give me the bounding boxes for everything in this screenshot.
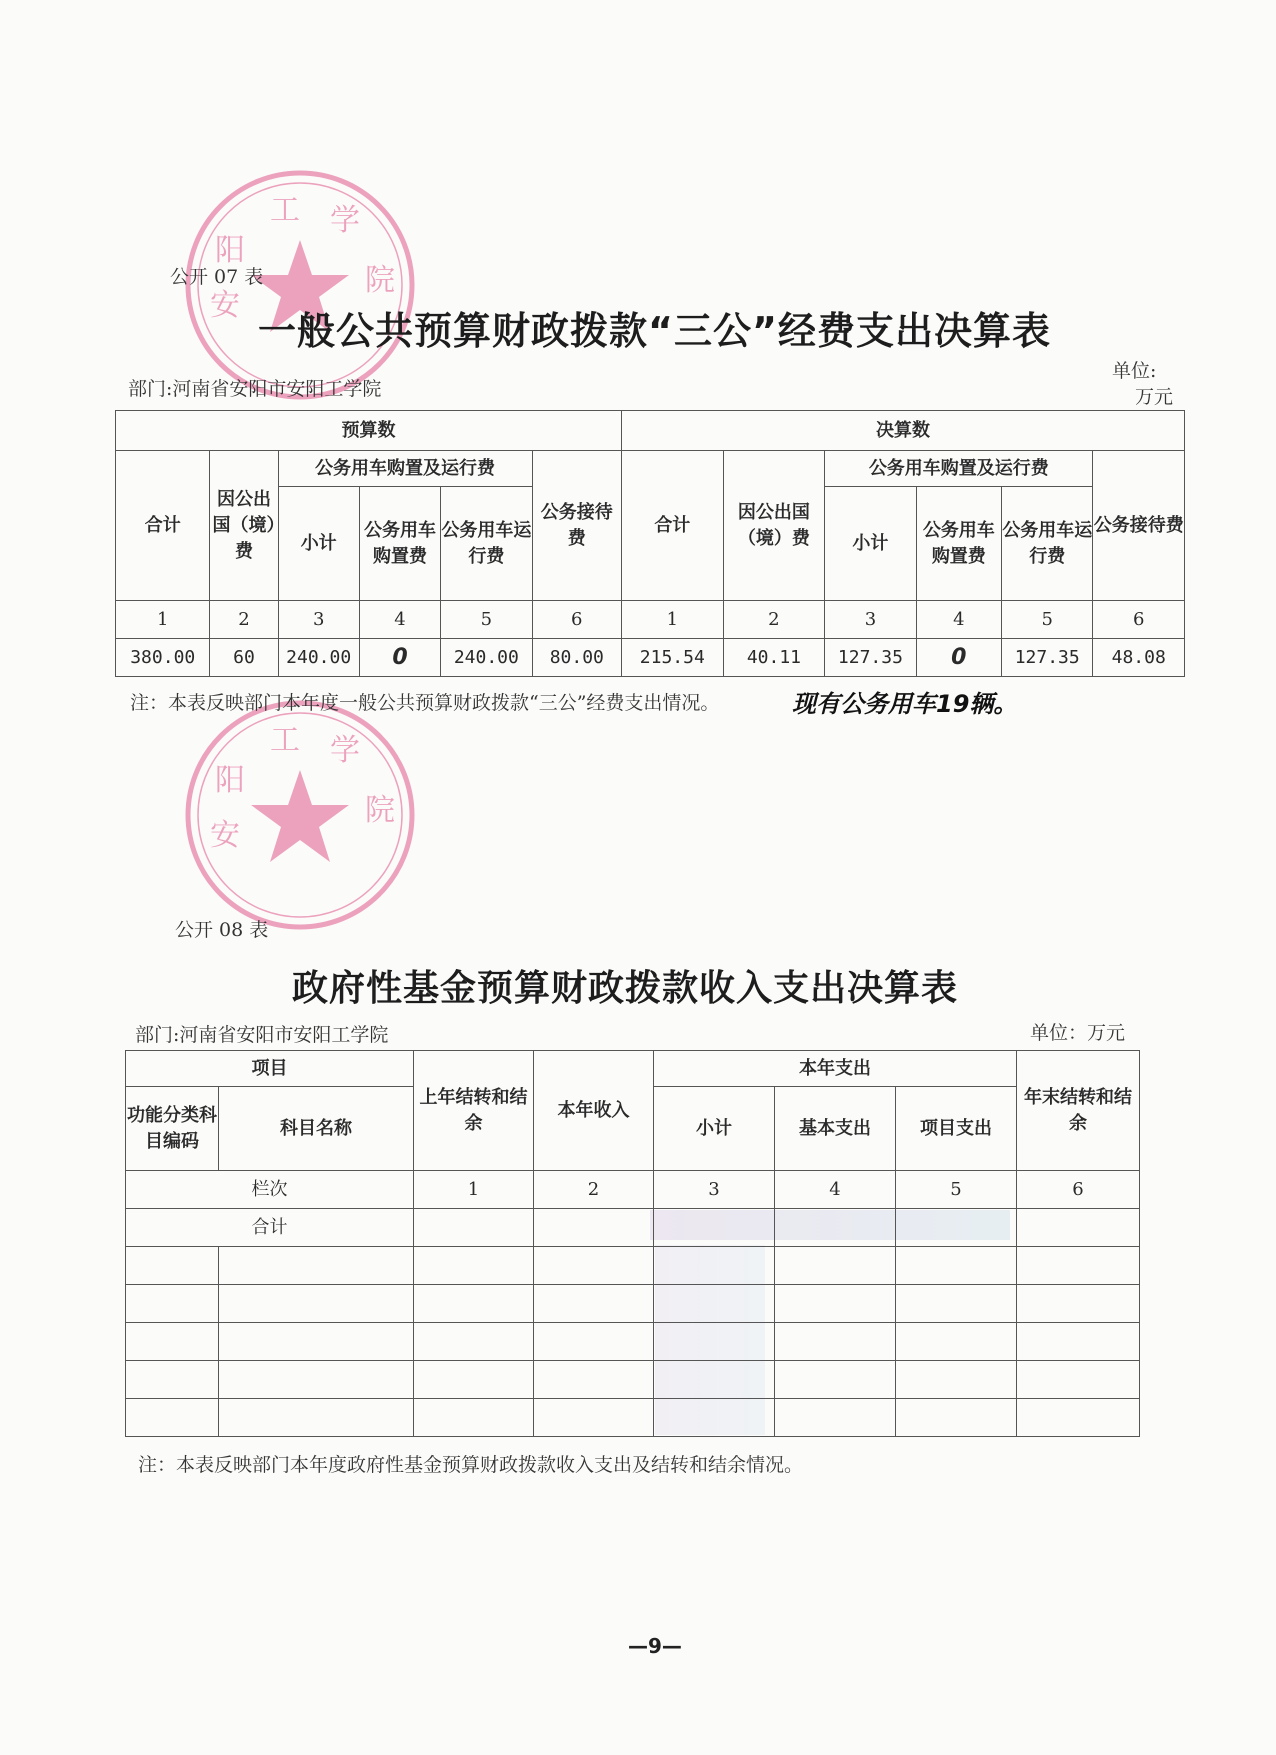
- total-header: 合计: [116, 451, 210, 601]
- table-code: 公开 08 表: [175, 919, 269, 941]
- svg-text:阳: 阳: [215, 233, 245, 268]
- column-number: 5: [896, 1171, 1017, 1209]
- page-number: —9—: [628, 1634, 682, 1658]
- car-group-header: 公务用车购置及运行费: [278, 451, 532, 487]
- svg-text:工: 工: [270, 723, 300, 758]
- value-cell: 48.08: [1093, 639, 1185, 677]
- total-row-label: 合计: [126, 1209, 414, 1247]
- car-operation-header: 公务用车运行费: [1001, 487, 1092, 601]
- item-header: 项目: [126, 1051, 414, 1087]
- car-purchase-header: 公务用车购置费: [359, 487, 440, 601]
- page-title: 政府性基金预算财政拨款收入支出决算表: [292, 968, 959, 1009]
- value-cell: 380.00: [116, 639, 210, 677]
- column-number: 1: [622, 601, 724, 639]
- unit-value: 万元: [1135, 386, 1174, 408]
- fund-table: [125, 1050, 1140, 1437]
- value-cell: 127.35: [1001, 639, 1092, 677]
- column-number: 6: [1017, 1171, 1140, 1209]
- car-operation-header: 公务用车运行费: [441, 487, 532, 601]
- table-cell: [414, 1209, 534, 1247]
- value-cell: 0: [916, 639, 1001, 677]
- project-expense-header: 项目支出: [896, 1087, 1017, 1171]
- abroad-header: 因公出国（境）费: [723, 451, 825, 601]
- svg-text:学: 学: [330, 733, 360, 768]
- value-cell: 240.00: [441, 639, 532, 677]
- svg-text:安: 安: [210, 818, 240, 853]
- column-number: 1: [116, 601, 210, 639]
- handwritten-note: 现有公务用车19辆。: [792, 690, 1018, 718]
- value-cell: 80.00: [532, 639, 621, 677]
- prev-balance-header: 上年结转和结余: [414, 1051, 534, 1171]
- table-cell: [534, 1209, 654, 1247]
- car-purchase-header: 公务用车购置费: [916, 487, 1001, 601]
- expense-header: 本年支出: [654, 1051, 1017, 1087]
- column-number: 4: [916, 601, 1001, 639]
- unit-label: 单位：万元: [1030, 1022, 1126, 1044]
- value-cell: 0: [359, 639, 440, 677]
- table-code: 公开 07 表: [170, 266, 264, 288]
- subject-name-header: 科目名称: [219, 1087, 414, 1171]
- value-cell: 240.00: [278, 639, 359, 677]
- end-balance-header: 年末结转和结余: [1017, 1051, 1140, 1171]
- seal-icon: [175, 690, 425, 940]
- column-number: 1: [414, 1171, 534, 1209]
- svg-text:安: 安: [210, 288, 240, 323]
- column-number: 6: [1093, 601, 1185, 639]
- svg-text:院: 院: [365, 263, 395, 298]
- department-label: 部门:河南省安阳市安阳工学院: [135, 1024, 389, 1046]
- row-index-label: 栏次: [126, 1171, 414, 1209]
- car-group-header: 公务用车购置及运行费: [825, 451, 1093, 487]
- table-cell: [1017, 1209, 1140, 1247]
- column-number: 3: [278, 601, 359, 639]
- value-cell: 40.11: [723, 639, 825, 677]
- column-number: 6: [532, 601, 621, 639]
- final-header: 决算数: [622, 411, 1185, 451]
- basic-expense-header: 基本支出: [775, 1087, 896, 1171]
- column-number: 2: [534, 1171, 654, 1209]
- subtotal-header: 小计: [825, 487, 916, 601]
- department-label: 部门:河南省安阳市安阳工学院: [128, 378, 382, 400]
- table-row: [126, 1399, 1140, 1437]
- column-number: 5: [441, 601, 532, 639]
- column-number: 5: [1001, 601, 1092, 639]
- column-number: 2: [210, 601, 278, 639]
- value-cell: 60: [210, 639, 278, 677]
- subtotal-header: 小计: [654, 1087, 775, 1171]
- abroad-header: 因公出国（境）费: [210, 451, 278, 601]
- column-number: 4: [775, 1171, 896, 1209]
- svg-text:学: 学: [330, 203, 360, 238]
- svg-text:院: 院: [365, 793, 395, 828]
- svg-text:阳: 阳: [215, 763, 245, 798]
- column-number: 2: [723, 601, 825, 639]
- column-number: 3: [654, 1171, 775, 1209]
- value-cell: 127.35: [825, 639, 916, 677]
- table-cell: [775, 1209, 896, 1247]
- total-header: 合计: [622, 451, 724, 601]
- column-number: 4: [359, 601, 440, 639]
- func-code-header: 功能分类科目编码: [126, 1087, 219, 1171]
- table-row: [126, 1285, 1140, 1323]
- page-title: 一般公共预算财政拨款“三公”经费支出决算表: [258, 309, 1051, 353]
- table-row: [126, 1361, 1140, 1399]
- value-cell: 215.54: [622, 639, 724, 677]
- table-row: [126, 1247, 1140, 1285]
- table-row: [126, 1323, 1140, 1361]
- unit-label: 单位:: [1112, 360, 1157, 382]
- reception-header: 公务接待费: [532, 451, 621, 601]
- svg-text:工: 工: [270, 193, 300, 228]
- reception-header: 公务接待费: [1093, 451, 1185, 601]
- table-cell: [896, 1209, 1017, 1247]
- budget-header: 预算数: [116, 411, 622, 451]
- column-number: 3: [825, 601, 916, 639]
- sangong-table: [115, 410, 1185, 677]
- table-note: 注：本表反映部门本年度政府性基金预算财政拨款收入支出及结转和结余情况。: [138, 1454, 804, 1476]
- table-cell: [654, 1209, 775, 1247]
- table-note: 注：本表反映部门本年度一般公共预算财政拨款“三公”经费支出情况。: [130, 692, 720, 714]
- income-header: 本年收入: [534, 1051, 654, 1171]
- subtotal-header: 小计: [278, 487, 359, 601]
